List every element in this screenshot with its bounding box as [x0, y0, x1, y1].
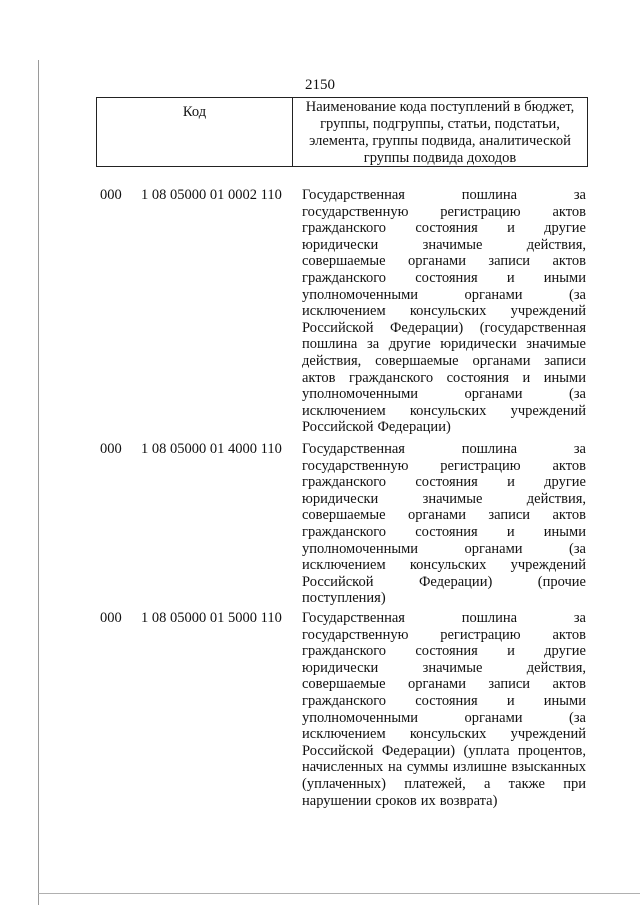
- description-line: государственную регистрацию актов: [302, 626, 586, 643]
- description-line: уполномоченными органами (за: [302, 286, 586, 303]
- description-line: уполномоченными органами (за: [302, 386, 586, 403]
- scan-edge-left: [38, 60, 39, 905]
- description-line: юридически значимые действия,: [302, 490, 586, 507]
- header-name-line: группы, подгруппы, статьи, подстатьи,: [320, 116, 560, 132]
- admin-code: 000: [100, 441, 122, 457]
- description-line: Российской Федерации) (уплата процентов,: [302, 742, 586, 759]
- description-line: пошлина за другие юридически значимые: [302, 336, 586, 353]
- description-line: юридически значимые действия,: [302, 236, 586, 253]
- description-line: гражданского состояния и иными: [302, 692, 586, 709]
- description-line: исключением консульских учреждений: [302, 726, 586, 743]
- description-line: совершаемые органами записи актов: [302, 253, 586, 270]
- description-line: Государственная пошлина за: [302, 441, 586, 457]
- description-line: гражданского состояния и иными: [302, 523, 586, 540]
- admin-code: 000: [100, 187, 122, 203]
- description-line: исключением консульских учреждений: [302, 402, 586, 419]
- description-line: Российской Федерации) (государственная: [302, 319, 586, 336]
- description-line: начисленных на суммы излишне взысканных: [302, 759, 586, 776]
- header-name-line: группы подвида доходов: [363, 150, 517, 166]
- description-line: гражданского состояния и другие: [302, 474, 586, 491]
- scan-edge-bottom: [38, 893, 640, 894]
- entry-description: [302, 441, 586, 607]
- description-line: нарушении сроков их возврата): [302, 792, 498, 809]
- page-number: 2150: [305, 77, 335, 93]
- income-code: 1 08 05000 01 5000 110: [141, 610, 282, 626]
- entry-description: [302, 187, 586, 436]
- admin-code: 000: [100, 610, 122, 626]
- income-code: 1 08 05000 01 4000 110: [141, 441, 282, 457]
- description-line: актов гражданского состояния и иными: [302, 369, 586, 386]
- header-name-line: элемента, группы подвида, аналитической: [309, 133, 571, 149]
- description-line: Государственная пошлина за: [302, 610, 586, 626]
- description-line: гражданского состояния и иными: [302, 269, 586, 286]
- description-line: государственную регистрацию актов: [302, 203, 586, 220]
- description-line: исключением консульских учреждений: [302, 303, 586, 320]
- description-line: (уплаченных) платежей, а также при: [302, 775, 586, 792]
- description-line: государственную регистрацию актов: [302, 457, 586, 474]
- description-line: поступления): [302, 590, 386, 607]
- description-line: совершаемые органами записи актов: [302, 676, 586, 693]
- description-line: исключением консульских учреждений: [302, 557, 586, 574]
- description-line: уполномоченными органами (за: [302, 709, 586, 726]
- header-name-line: Наименование кода поступлений в бюджет,: [305, 99, 575, 115]
- income-code: 1 08 05000 01 0002 110: [141, 187, 282, 203]
- description-line: действия, совершаемые органами записи: [302, 352, 586, 369]
- description-line: гражданского состояния и другие: [302, 643, 586, 660]
- entry-description: [302, 610, 586, 809]
- description-line: уполномоченными органами (за: [302, 540, 586, 557]
- description-line: Российской Федерации) (прочие: [302, 573, 586, 590]
- header-name-cell: [293, 98, 587, 166]
- header-table: [96, 97, 588, 167]
- description-line: юридически значимые действия,: [302, 659, 586, 676]
- description-line: Российской Федерации): [302, 419, 451, 436]
- description-line: гражданского состояния и другие: [302, 220, 586, 237]
- description-line: Государственная пошлина за: [302, 187, 586, 203]
- header-code-cell: Код: [97, 98, 293, 166]
- description-line: совершаемые органами записи актов: [302, 507, 586, 524]
